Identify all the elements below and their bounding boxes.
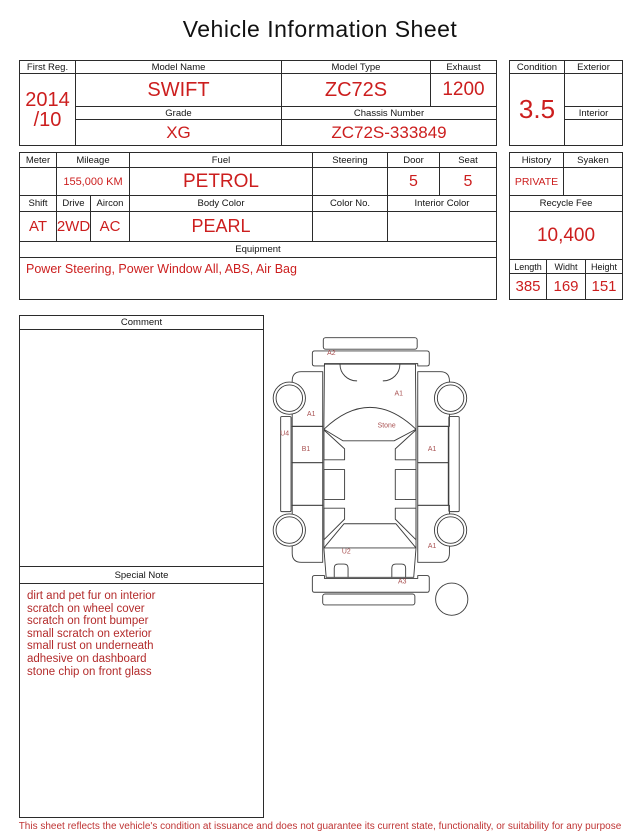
model-name-label: Model Name: [76, 61, 282, 74]
drive-label: Drive: [57, 196, 91, 212]
syaken-value: [564, 168, 622, 196]
seat-value: 5: [440, 168, 496, 196]
first-reg-label: First Reg.: [20, 61, 76, 74]
special-note-line: adhesive on dashboard: [27, 652, 147, 665]
special-note-label: Special Note: [20, 567, 263, 584]
windshield: [324, 407, 416, 440]
damage-label-a1-right-door: A1: [427, 446, 437, 454]
damage-label-a1-hood: A1: [394, 390, 403, 398]
history-table: [509, 152, 623, 300]
mileage-value: 155,000 KM: [57, 168, 130, 196]
header-table: [19, 60, 497, 146]
fuel-value: PETROL: [130, 168, 313, 196]
door-label: Door: [388, 153, 440, 168]
rear-bumper: [312, 576, 429, 593]
length-label: Length: [510, 260, 547, 274]
left-front-wheel: [273, 382, 305, 414]
damage-label-stone: Stone: [377, 422, 396, 430]
front-grille-bar: [323, 338, 417, 350]
rear-window: [324, 524, 416, 548]
body-color-label: Body Color: [130, 196, 313, 212]
left-headlight-arc: [340, 364, 357, 381]
fuel-label: Fuel: [130, 153, 313, 168]
comment-value: [20, 330, 263, 566]
grade-value: XG: [76, 120, 282, 145]
interior-color-label: Interior Color: [388, 196, 496, 212]
rear-trim-bar: [323, 594, 415, 605]
exhaust-label: Exhaust: [431, 61, 496, 74]
exterior-value: [565, 74, 622, 107]
shift-value: AT: [20, 212, 57, 242]
chassis-number-label: Chassis Number: [282, 107, 496, 120]
left-front-door: [292, 426, 323, 462]
seat-label: Seat: [440, 153, 496, 168]
special-note-line: small rust on underneath: [27, 640, 154, 653]
damage-label-b1: B1: [301, 446, 311, 454]
chassis-number-value: ZC72S-333849: [331, 122, 447, 142]
spec-table: [19, 152, 497, 300]
first-reg-month: /10: [33, 108, 62, 131]
model-name-value: SWIFT: [76, 74, 282, 107]
recycle-fee-value: 10,400: [510, 212, 622, 260]
car-diagram: [268, 315, 632, 820]
special-note-line: small scratch on exterior: [27, 627, 152, 640]
syaken-label: Syaken: [564, 153, 622, 168]
right-sill-panel: [449, 417, 459, 512]
left-rear-wheel: [273, 514, 305, 546]
damage-label-a1-left-fender: A1: [306, 411, 316, 419]
first-reg-value: [20, 74, 76, 145]
exterior-label: Exterior: [565, 61, 622, 74]
door-value: 5: [388, 168, 440, 196]
condition-value: 3.5: [510, 74, 565, 145]
aircon-value: AC: [91, 212, 130, 242]
left-tail-lamp: [334, 564, 348, 577]
left-front-window: [324, 430, 345, 460]
recycle-fee-label: Recycle Fee: [510, 196, 622, 212]
mileage-label: Mileage: [57, 153, 130, 168]
color-no-value: [313, 212, 388, 242]
interior-label: Interior: [565, 107, 622, 120]
right-tail-lamp: [392, 564, 406, 577]
width-label: Widht: [547, 260, 586, 274]
damage-label-a3: A3: [397, 578, 407, 586]
right-rear-wheel: [434, 514, 466, 546]
equipment-label: Equipment: [20, 242, 496, 258]
length-value: 385: [510, 274, 547, 299]
interior-value: [565, 120, 622, 145]
interior-color-value: [388, 212, 496, 242]
left-rear-window: [324, 470, 345, 500]
model-type-label: Model Type: [282, 61, 431, 74]
drive-value: 2WD: [57, 212, 91, 242]
shift-label: Shift: [20, 196, 57, 212]
special-note-line: stone chip on front glass: [27, 665, 152, 678]
width-value: 169: [547, 274, 586, 299]
color-no-label: Color No.: [313, 196, 388, 212]
meter-label: Meter: [20, 153, 57, 168]
spare-tire: [436, 583, 468, 615]
damage-label-u4: U4: [280, 430, 290, 438]
model-type-value: ZC72S: [282, 74, 431, 107]
damage-label-u2: U2: [341, 548, 351, 556]
history-value: PRIVATE: [510, 168, 564, 196]
right-headlight-arc: [383, 364, 400, 381]
left-rear-door: [292, 463, 323, 506]
body-color-value: PEARL: [130, 212, 313, 242]
steering-label: Steering: [313, 153, 388, 168]
grade-label: Grade: [76, 107, 282, 120]
damage-label-a2: A2: [327, 349, 336, 357]
special-note-line: scratch on front bumper: [27, 615, 149, 628]
special-note-line: scratch on wheel cover: [27, 602, 145, 615]
exhaust-value: 1200: [431, 74, 496, 107]
condition-label: Condition: [510, 61, 565, 74]
special-note-line: dirt and pet fur on interior: [27, 590, 156, 602]
height-value: 151: [591, 278, 617, 295]
steering-value: [313, 168, 388, 196]
special-note-box: [19, 566, 264, 818]
equipment-value: Power Steering, Power Window All, ABS, Air Bag: [26, 262, 297, 276]
right-front-door: [418, 426, 449, 462]
comment-box: [19, 315, 264, 567]
history-label: History: [510, 153, 564, 168]
first-reg-year: 2014: [25, 88, 70, 111]
damage-label-a1-right-rear: A1: [427, 542, 437, 550]
disclaimer-text: This sheet reflects the vehicle's condition at issuance and does not guarantee its current state, functionality, or suitability for any purpose: [18, 821, 622, 832]
meter-value: [20, 168, 57, 196]
right-front-wheel: [434, 382, 466, 414]
right-rear-window: [395, 470, 416, 500]
aircon-label: Aircon: [91, 196, 130, 212]
page-title: Vehicle Information Sheet: [182, 16, 458, 42]
comment-label: Comment: [20, 316, 263, 330]
height-label: Height: [586, 260, 622, 274]
condition-table: [509, 60, 623, 146]
special-note-list: [27, 590, 259, 678]
right-rear-door: [418, 463, 449, 506]
